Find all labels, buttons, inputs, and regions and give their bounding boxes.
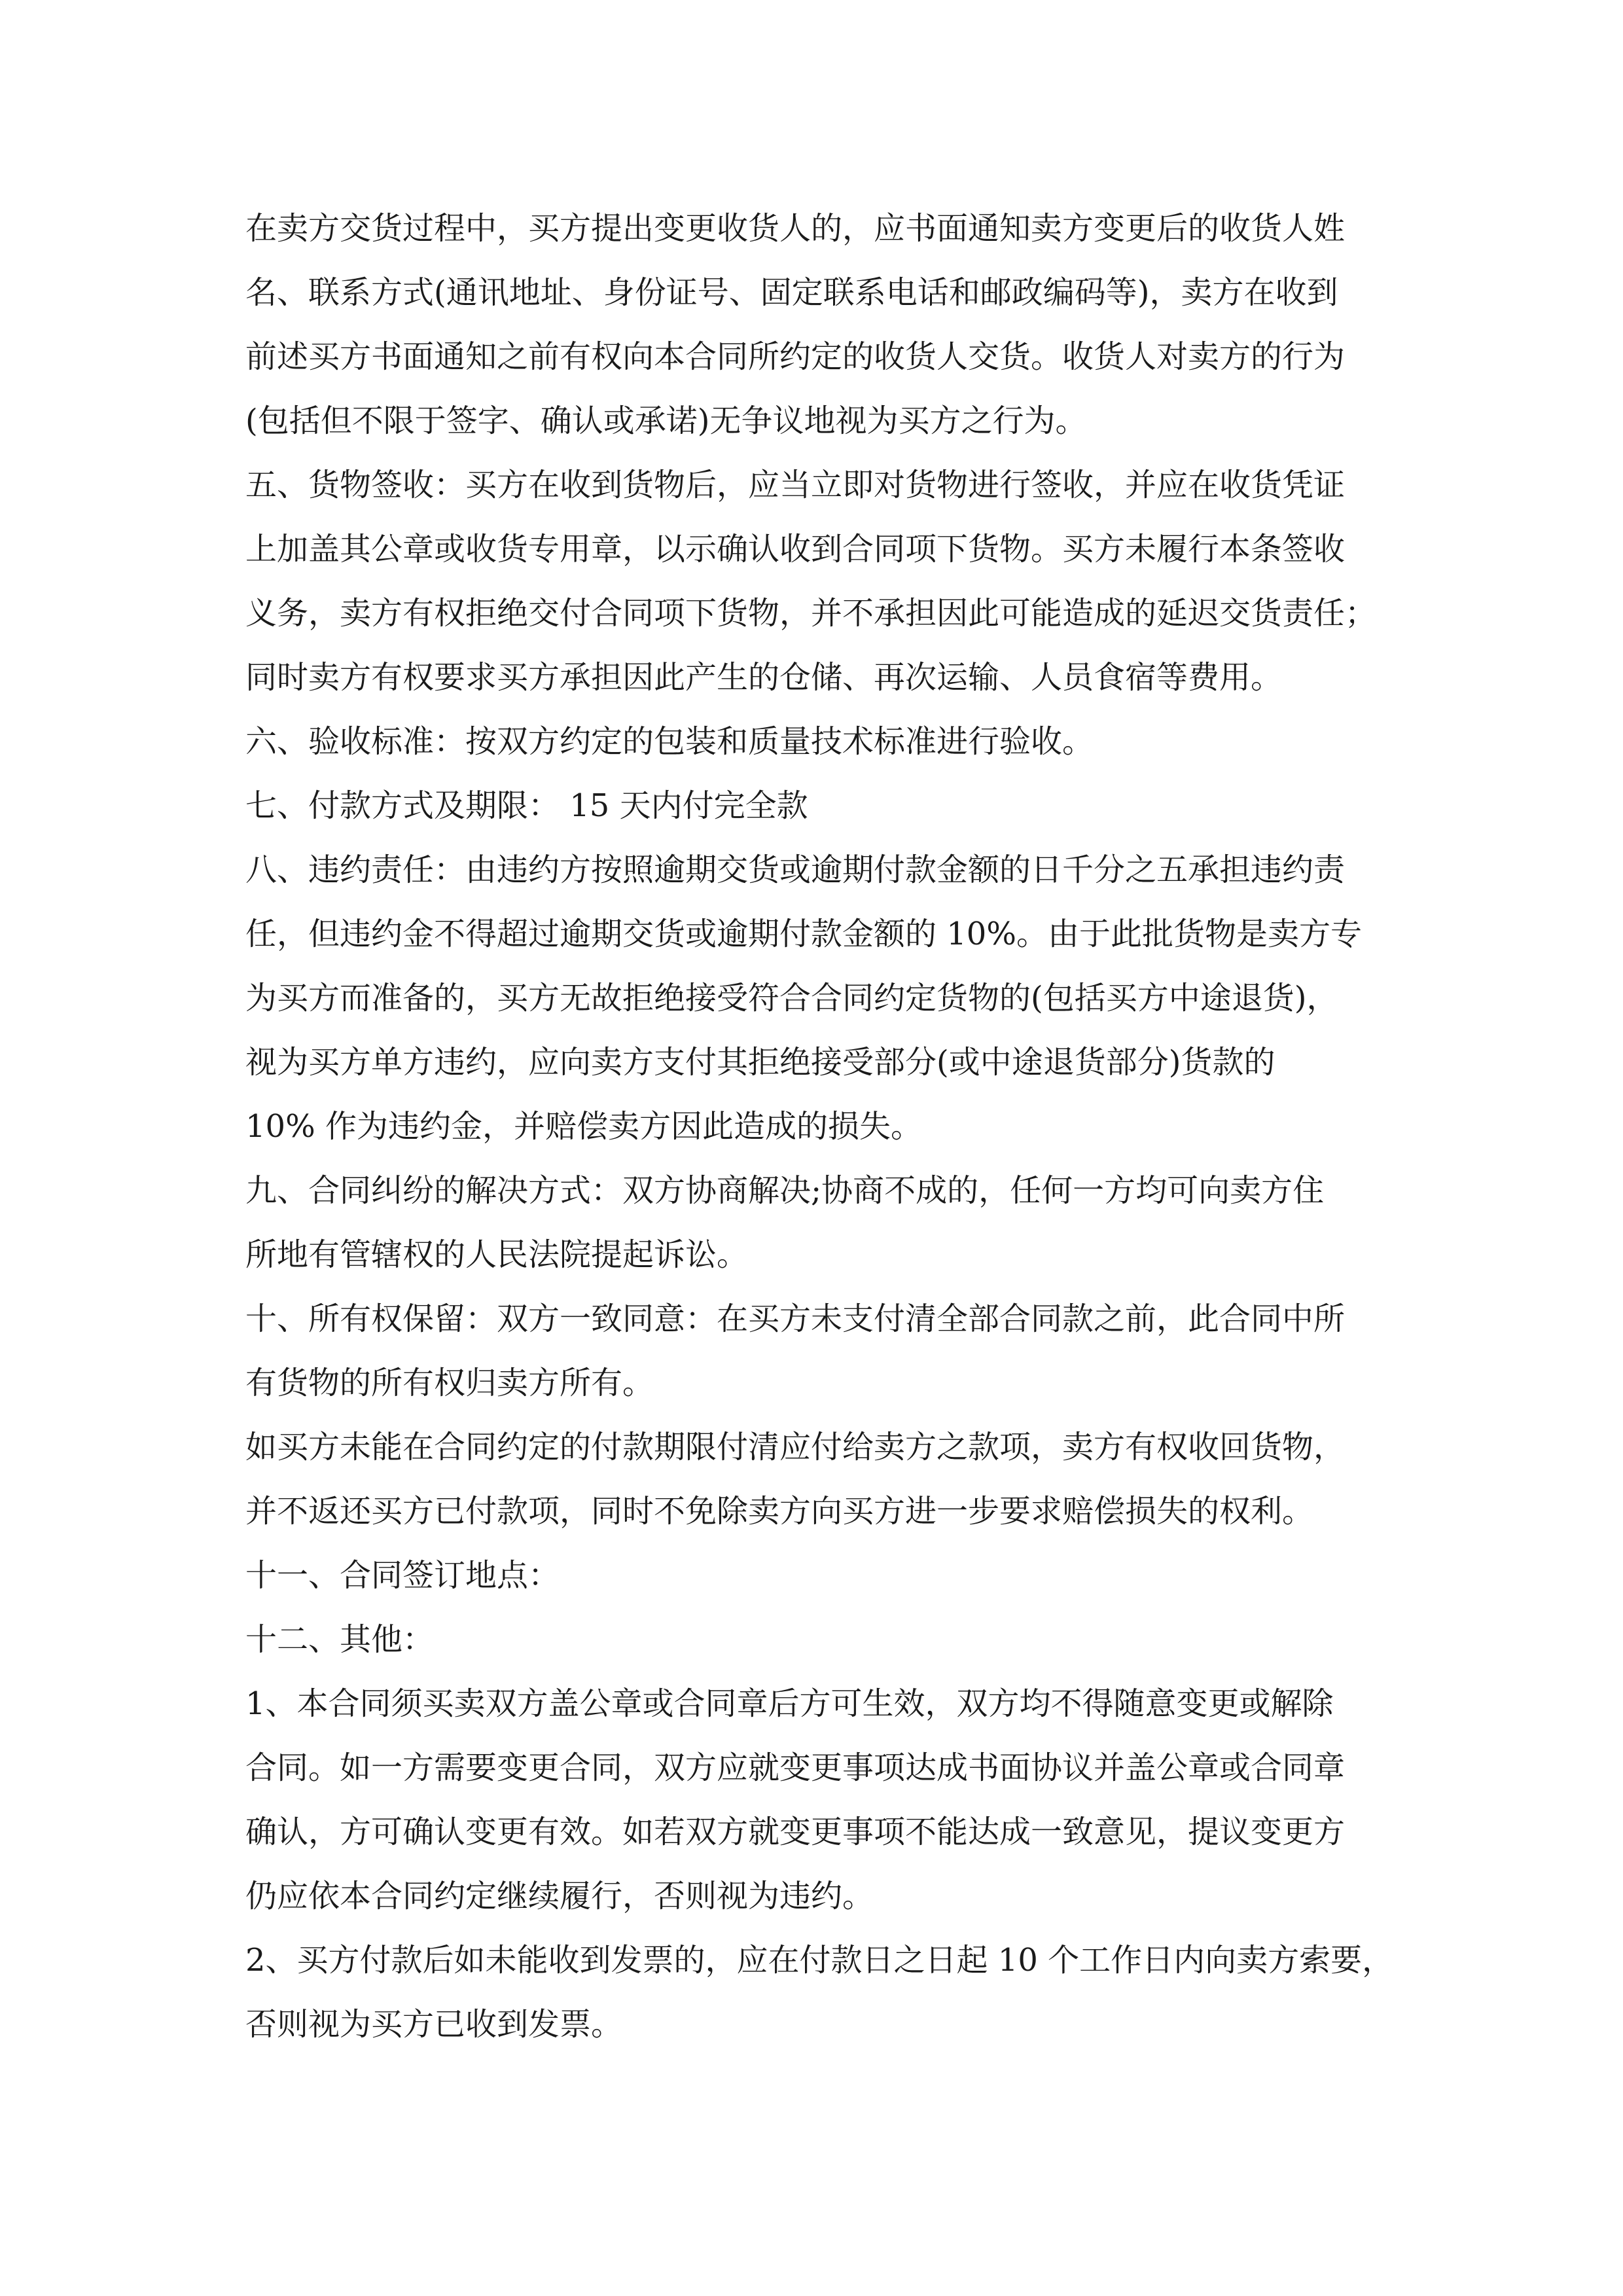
text-line: 十、所有权保留：双方一致同意：在买方未支付清全部合同款之前，此合同中所 bbox=[245, 1300, 1346, 1337]
text-line: 有货物的所有权归卖方所有。 bbox=[245, 1365, 654, 1401]
text-line: 10% 作为违约金，并赔偿卖方因此造成的损失。 bbox=[245, 1108, 922, 1145]
text-line: 任，但违约金不得超过逾期交货或逾期付款金额的 10%。由于此批货物是卖方专 bbox=[245, 916, 1362, 952]
text-line: 十一、合同签订地点： bbox=[245, 1557, 560, 1594]
paragraph-other-item-1 bbox=[245, 1672, 1400, 1928]
paragraph-other-heading bbox=[245, 1607, 1400, 1672]
text-line: 确认，方可确认变更有效。如若双方就变更事项不能达成一致意见，提议变更方 bbox=[245, 1814, 1346, 1850]
paragraph-title-retention bbox=[245, 1287, 1400, 1415]
paragraph-goods-receipt bbox=[245, 453, 1400, 709]
text-line: 所地有管辖权的人民法院提起诉讼。 bbox=[245, 1236, 749, 1273]
text-line: 九、合同纠纷的解决方式：双方协商解决;协商不成的，任何一方均可向卖方住 bbox=[245, 1172, 1325, 1209]
text-line: 五、货物签收：买方在收到货物后，应当立即对货物进行签收，并应在收货凭证 bbox=[245, 467, 1346, 503]
text-line: 如买方未能在合同约定的付款期限付清应付给卖方之款项，卖方有权收回货物， bbox=[245, 1429, 1346, 1465]
text-line: 否则视为买方已收到发票。 bbox=[245, 2006, 623, 2043]
text-line: 名、联系方式(通讯地址、身份证号、固定联系电话和邮政编码等)，卖方在收到 bbox=[245, 274, 1338, 311]
text-line: 合同。如一方需要变更合同，双方应就变更事项达成书面协议并盖公章或合同章 bbox=[245, 1749, 1346, 1786]
paragraph-signing-place bbox=[245, 1543, 1400, 1607]
text-line: 前述买方书面通知之前有权向本合同所约定的收货人交货。收货人对卖方的行为 bbox=[245, 338, 1346, 375]
text-line: 在卖方交货过程中，买方提出变更收货人的，应书面通知卖方变更后的收货人姓 bbox=[245, 210, 1346, 247]
text-line: 2、买方付款后如未能收到发票的，应在付款日之日起 10 个工作日内向卖方索要， bbox=[245, 1942, 1394, 1979]
text-line: 仍应依本合同约定继续履行，否则视为违约。 bbox=[245, 1878, 874, 1914]
text-line: 六、验收标准：按双方约定的包装和质量技术标准进行验收。 bbox=[245, 723, 1094, 760]
paragraph-repossession bbox=[245, 1415, 1400, 1543]
text-line: 七、付款方式及期限： 15 天内付完全款 bbox=[245, 787, 808, 824]
text-line: 义务，卖方有权拒绝交付合同项下货物，并不承担因此可能造成的延迟交货责任； bbox=[245, 595, 1377, 632]
text-line: 八、违约责任：由违约方按照逾期交货或逾期付款金额的日千分之五承担违约责 bbox=[245, 852, 1346, 888]
text-line: (包括但不限于签字、确认或承诺)无争议地视为买方之行为。 bbox=[245, 403, 1087, 439]
text-line: 为买方而准备的，买方无故拒绝接受符合合同约定货物的(包括买方中途退货)， bbox=[245, 980, 1338, 1016]
text-line: 并不返还买方已付款项，同时不免除卖方向买方进一步要求赔偿损失的权利。 bbox=[245, 1493, 1314, 1530]
paragraph-other-item-2 bbox=[245, 1928, 1400, 2056]
paragraph-consignee-change bbox=[245, 196, 1400, 453]
text-line: 同时卖方有权要求买方承担因此产生的仓储、再次运输、人员食宿等费用。 bbox=[245, 659, 1283, 696]
text-line: 1、本合同须买卖双方盖公章或合同章后方可生效，双方均不得随意变更或解除 bbox=[245, 1685, 1334, 1722]
text-line: 十二、其他： bbox=[245, 1621, 435, 1658]
text-line: 上加盖其公章或收货专用章，以示确认收到合同项下货物。买方未履行本条签收 bbox=[245, 531, 1346, 567]
paragraph-breach-liability bbox=[245, 838, 1400, 1158]
paragraph-payment-terms bbox=[245, 774, 1400, 838]
text-line: 视为买方单方违约，应向卖方支付其拒绝接受部分(或中途退货部分)货款的 bbox=[245, 1044, 1275, 1081]
document-body bbox=[245, 196, 1400, 2056]
paragraph-dispute-resolution bbox=[245, 1158, 1400, 1287]
paragraph-acceptance-standard bbox=[245, 709, 1400, 774]
